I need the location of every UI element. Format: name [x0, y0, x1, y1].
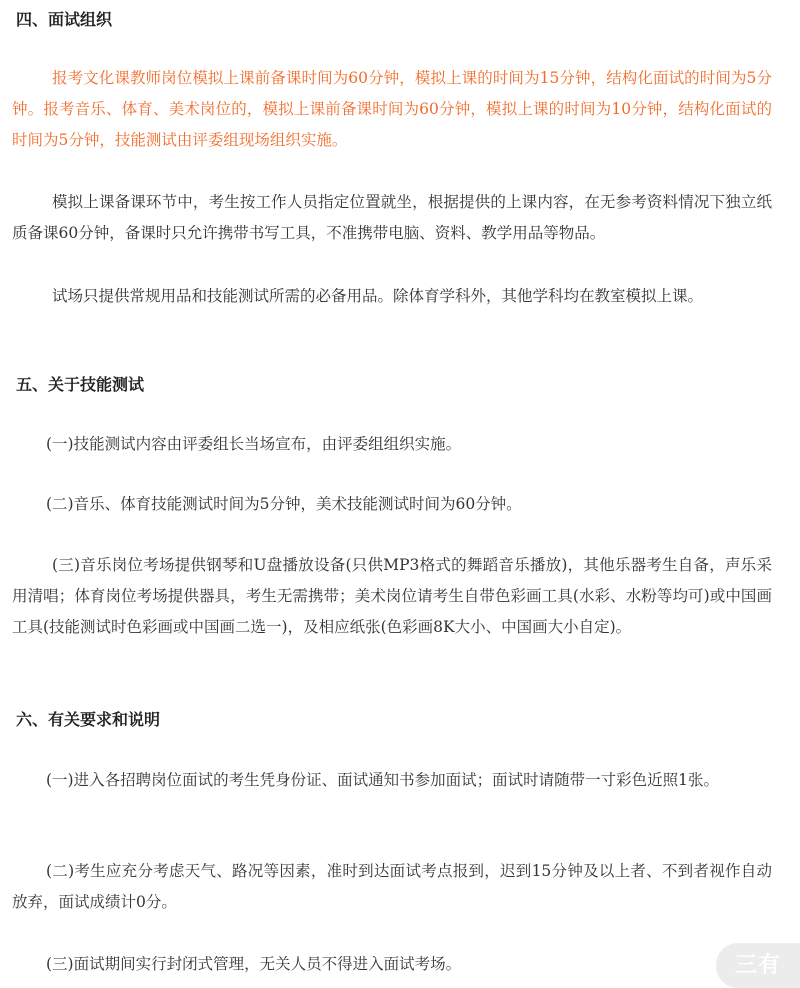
paragraph-id-documents: (一)进入各招聘岗位面试的考生凭身份证、面试通知书参加面试；面试时请随带一寸彩色近照1张。	[46, 771, 719, 789]
paragraph-lesson-preparation: 模拟上课备课环节中，考生按工作人员指定位置就坐，根据提供的上课内容，在无参考资料情况下独立纸质备课60分钟，备课时只允许携带书写工具，不准携带电脑、资料、教学用品等物品。	[12, 193, 772, 242]
paragraph-skills-test-equipment: (三)音乐岗位考场提供钢琴和U盘播放设备(只供MP3格式的舞蹈音乐播放)，其他乐器考生自备，声乐采用清唱；体育岗位考场提供器具，考生无需携带；美术岗位请考生自带色彩画工具(水彩、水粉等均可)或中国画工具(技能测试时色彩画或中国画二选一)，及相应纸张(色彩画8K大小、中国画大小自定)。	[12, 556, 772, 636]
paragraph-arrival-time: (二)考生应充分考虑天气、路况等因素，准时到达面试考点报到，迟到15分钟及以上者、不到者视作自动放弃，面试成绩计0分。	[12, 862, 772, 911]
section-heading-interview-organization: 四、面试组织	[16, 10, 113, 29]
paragraph-skills-test-content: (一)技能测试内容由评委组长当场宣布，由评委组组织实施。	[46, 435, 462, 453]
paragraph-skills-test-duration: (二)音乐、体育技能测试时间为5分钟，美术技能测试时间为60分钟。	[46, 495, 522, 513]
paragraph-timing-highlight: 报考文化课教师岗位模拟上课前备课时间为60分钟，模拟上课的时间为15分钟，结构化面试的时间为5分钟。报考音乐、体育、美术岗位的，模拟上课前备课时间为60分钟，模拟上课的时间为10分钟，结构化面试的时间为5分钟，技能测试由评委组现场组织实施。	[12, 69, 772, 149]
paragraph-exam-supplies: 试场只提供常规用品和技能测试所需的必备用品。除体育学科外，其他学科均在教室模拟上课。	[52, 287, 704, 305]
watermark-text: 三有	[734, 953, 781, 978]
section-heading-skills-test: 五、关于技能测试	[16, 375, 145, 394]
site-watermark-logo	[716, 943, 800, 988]
section-heading-requirements: 六、有关要求和说明	[16, 710, 161, 729]
paragraph-closed-management: (三)面试期间实行封闭式管理，无关人员不得进入面试考场。	[46, 955, 462, 973]
